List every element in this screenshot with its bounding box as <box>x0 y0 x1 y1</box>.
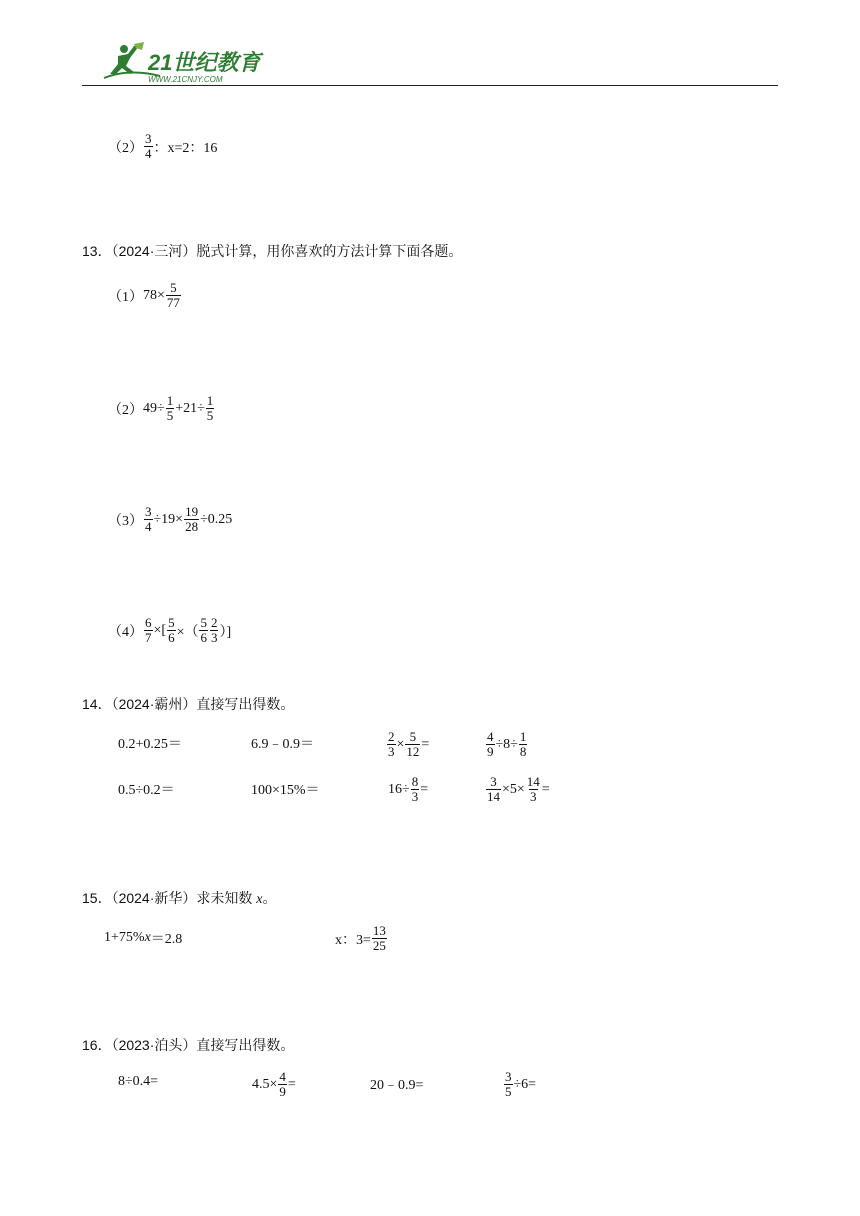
fraction: $\frac{1}{5}$ <box>166 393 174 423</box>
q14-r1c4: $\frac{4}{9}$ ÷8÷ $\frac{1}{8}$ <box>487 729 527 759</box>
q13-part1: （1） 78× $\frac{5}{77}$ <box>108 280 180 310</box>
fraction: $\frac{3}{5}$ <box>505 1069 512 1099</box>
fraction: $\frac{19}{28}$ <box>185 504 199 534</box>
fraction: $\frac{4}{9}$ <box>279 1069 286 1099</box>
q16-heading: 16．（2023·泊头）直接写出得数。 <box>82 1037 295 1053</box>
logo-url: WWW.21CNJY.COM <box>148 75 223 84</box>
q13-part2: （2） 49÷ $\frac{1}{5}$ +21÷ $\frac{1}{5}$ <box>108 393 214 423</box>
site-logo <box>100 40 280 88</box>
q14-r1c1: 0.2+0.25＝ <box>118 737 182 752</box>
q14-r1c3: $\frac{2}{3}$ × $\frac{5}{12}$ = <box>388 729 430 759</box>
fraction: $\frac{3}{4}$ <box>145 131 152 161</box>
q13-part3: （3） $\frac{3}{4}$ ÷19× $\frac{19}{28}$ ÷0.25 <box>108 504 233 534</box>
fraction: $\frac{5}{12}$ <box>406 729 420 759</box>
q13-part4: （4） $\frac{6}{7}$ ×[ $\frac{5}{6}$ ×（ $\frac{5}{6}$ $\frac{2}{3}$ ）] <box>108 615 232 645</box>
fraction: $\frac{3}{14}$ <box>487 774 500 804</box>
fraction: $\frac{5}{6}$ <box>168 615 175 645</box>
q14-r2c3: 16÷ $\frac{8}{3}$ = <box>388 774 429 804</box>
fraction: $\frac{1}{5}$ <box>206 393 214 423</box>
fraction: $\frac{1}{8}$ <box>519 729 527 759</box>
q14-r1c2: 6.9﹣0.9＝ <box>251 737 314 752</box>
q14-r2c4: $\frac{3}{14}$ ×5× $\frac{14}{3}$ = <box>487 774 550 804</box>
q14-heading: 14．（2024·霸州）直接写出得数。 <box>82 696 295 712</box>
q15-heading: 15．（2024·新华）求未知数 x。 <box>82 890 277 907</box>
q14-r2c2: 100×15%＝ <box>251 783 320 798</box>
fraction: $\frac{14}{3}$ <box>526 774 540 804</box>
q16-c4: $\frac{3}{5}$ ÷6= <box>505 1069 537 1099</box>
fraction: $\frac{5}{77}$ <box>166 280 180 310</box>
fraction: $\frac{6}{7}$ <box>145 615 152 645</box>
q15-equation2: x：3= $\frac{13}{25}$ <box>335 923 386 953</box>
q15-equation1: 1+75% x ＝2.8 <box>104 930 183 947</box>
fraction: $\frac{8}{3}$ <box>411 774 419 804</box>
q16-c2: 4.5× $\frac{4}{9}$ = <box>252 1069 296 1099</box>
q16-c1: 8÷0.4= <box>118 1074 159 1089</box>
fraction: $\frac{2}{3}$ <box>388 729 395 759</box>
q14-r2c1: 0.5÷0.2＝ <box>118 783 175 798</box>
logo-runner-icon <box>100 40 280 88</box>
logo-text: 21世纪教育 <box>148 50 261 75</box>
fraction: $\frac{4}{9}$ <box>487 729 494 759</box>
fraction: $\frac{13}{25}$ <box>372 923 386 953</box>
fraction: $\frac{3}{4}$ <box>145 504 152 534</box>
q16-c3: 20﹣0.9= <box>370 1078 424 1093</box>
q12-part2: （2） $\frac{3}{4}$ ：x=2：16 <box>108 131 218 161</box>
q13-heading: 13．（2024·三河）脱式计算，用你喜欢的方法计算下面各题。 <box>82 243 463 259</box>
header-divider <box>82 85 778 86</box>
fraction: $\frac{5}{6}$ <box>200 615 207 645</box>
fraction: $\frac{2}{3}$ <box>210 615 218 645</box>
